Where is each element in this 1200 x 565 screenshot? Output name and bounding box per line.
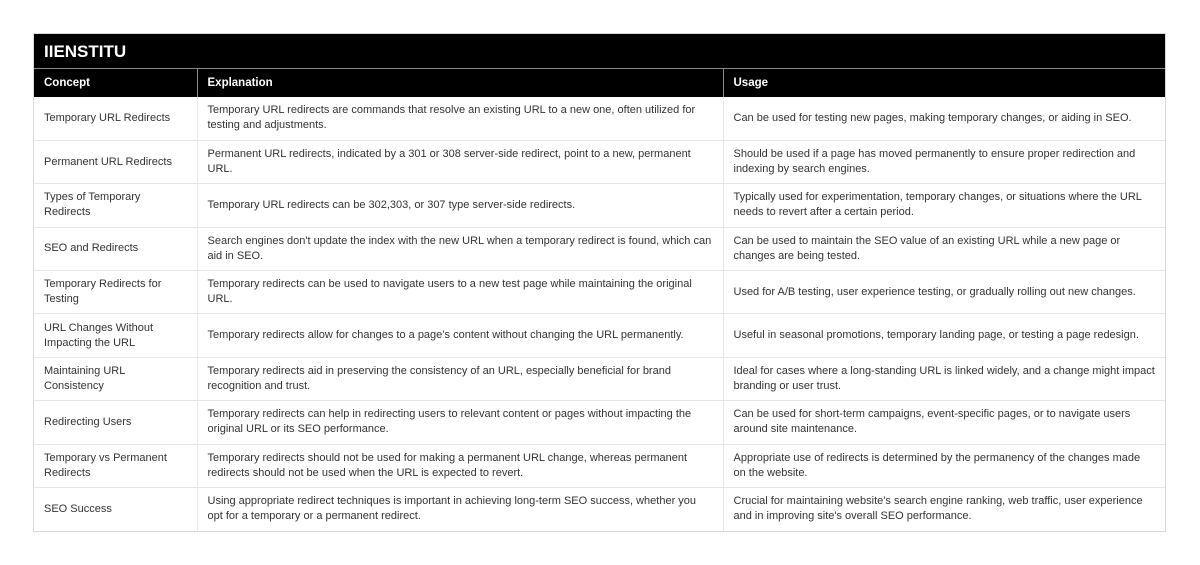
table-row [34, 488, 1165, 531]
concept-cell: Temporary URL Redirects [44, 111, 171, 124]
concept-cell: Types of Temporary Redirects [34, 184, 197, 227]
explanation-cell: Temporary redirects can be used to navigate users to a new test page while maintaining the original URL. [197, 271, 723, 314]
column-header-usage: Usage [723, 69, 1165, 97]
column-header-explanation: Explanation [197, 69, 723, 97]
explanation-cell: Temporary URL redirects are commands that resolve an existing URL to a new one, often utilized for testing and adjustments. [197, 97, 723, 140]
explanation-cell: Temporary redirects allow for changes to a page’s content without changing the URL permanently. [197, 314, 723, 357]
table-row [34, 357, 1165, 400]
table-title: IIENSTITU [34, 34, 1165, 69]
concept-cell: Temporary vs Permanent Redirects [34, 444, 197, 487]
table-row [34, 314, 1165, 357]
concept-cell: SEO Success [34, 488, 197, 531]
concept-cell: URL Changes Without Impacting the URL [34, 314, 197, 357]
concept-cell: Maintaining URL Consistency [34, 357, 197, 400]
table-row [34, 401, 1165, 444]
usage-cell: Appropriate use of redirects is determined by the permanency of the changes made on the website. [723, 444, 1165, 487]
table-row [34, 227, 1165, 270]
explanation-cell: Search engines don't update the index with the new URL when a temporary redirect is found, which can aid in SEO. [197, 227, 723, 270]
explanation-cell: Temporary redirects aid in preserving the consistency of an URL, especially beneficial for brand recognition and trust. [197, 357, 723, 400]
redirects-table-container [33, 33, 1166, 532]
table-row [34, 184, 1165, 227]
explanation-cell: Temporary URL redirects can be 302,303, or 307 type server-side redirects. [197, 184, 723, 227]
explanation-cell: Using appropriate redirect techniques is important in achieving long-term SEO success, whether you opt for a temporary or a permanent redirect. [197, 488, 723, 531]
usage-cell: Typically used for experimentation, temporary changes, or situations where the URL needs to revert after a certain period. [723, 184, 1165, 227]
usage-cell: Can be used for testing new pages, making temporary changes, or aiding in SEO. [723, 97, 1165, 140]
table-row [34, 140, 1165, 183]
table-row [34, 271, 1165, 314]
usage-cell: Can be used for short-term campaigns, event-specific pages, or to navigate users around site maintenance. [723, 401, 1165, 444]
explanation-cell: Temporary redirects should not be used for making a permanent URL change, whereas permanent redirects should not be used when the URL is expected to revert. [197, 444, 723, 487]
concept-cell: SEO and Redirects [34, 227, 197, 270]
column-header-concept: Concept [34, 69, 197, 97]
concept-cell: Temporary Redirects for Testing [34, 271, 197, 314]
concept-cell: Redirecting Users [34, 401, 197, 444]
usage-cell: Ideal for cases where a long-standing URL is linked widely, and a change might impact branding or user trust. [723, 357, 1165, 400]
usage-cell: Can be used to maintain the SEO value of an existing URL while a new page or changes are being tested. [723, 227, 1165, 270]
concept-cell: Permanent URL Redirects [34, 140, 197, 183]
table-row [34, 444, 1165, 487]
usage-cell: Useful in seasonal promotions, temporary landing page, or testing a page redesign. [723, 314, 1165, 357]
usage-cell: Crucial for maintaining website's search engine ranking, web traffic, user experience and in improving site's overall SEO performance. [723, 488, 1165, 531]
usage-cell: Used for A/B testing, user experience testing, or gradually rolling out new changes. [723, 271, 1165, 314]
table-row [34, 97, 1165, 140]
explanation-cell: Permanent URL redirects, indicated by a 301 or 308 server-side redirect, point to a new, permanent URL. [197, 140, 723, 183]
explanation-cell: Temporary redirects can help in redirecting users to relevant content or pages without impacting the original URL or its SEO performance. [197, 401, 723, 444]
redirects-table [34, 69, 1165, 531]
header-row [34, 69, 1165, 97]
usage-cell: Should be used if a page has moved permanently to ensure proper redirection and indexing by search engines. [723, 140, 1165, 183]
